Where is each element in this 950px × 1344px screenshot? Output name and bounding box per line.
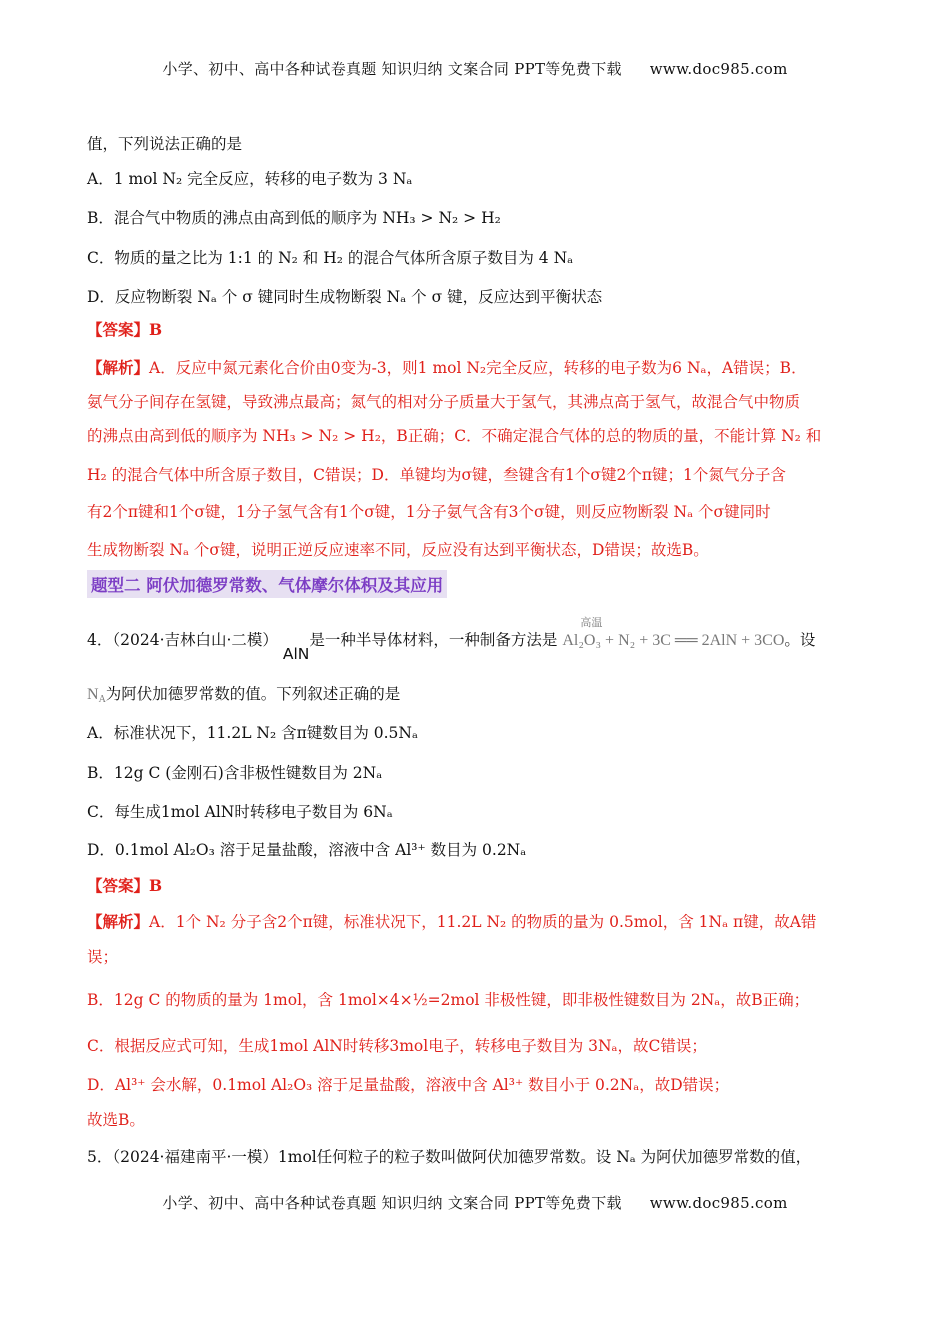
q3-intro: 值，下列说法正确的是 (87, 135, 243, 153)
section-title: 题型二 阿伏加德罗常数、气体摩尔体积及其应用 (87, 570, 447, 598)
q4-conclusion: 故选B。 (87, 1111, 145, 1129)
q3-option-a: A．1 mol N₂ 完全反应，转移的电子数为 3 Nₐ (87, 170, 413, 188)
q3-analysis-4: H₂ 的混合气体中所含原子数目，C错误；D．单键均为σ键，叁键含有1个σ键2个π键；1个氮气分子含 (87, 466, 786, 484)
q4-stem: 4．（2024·吉林白山·二模） AlN是一种半导体材料，一种制备方法是 高温 Al₂O₃ + N₂ + 3C ══ 2AlN + 3CO。设 (87, 616, 816, 663)
q3-analysis-3: 的沸点由高到低的顺序为 NH₃ > N₂ > H₂，B正确；C．不确定混合气体的总的物质的量，不能计算 N₂ 和 (87, 427, 822, 445)
q3-answer: 【答案】B (87, 320, 163, 339)
q4-option-d: D．0.1mol Al₂O₃ 溶于足量盐酸，溶液中含 Al³⁺ 数目为 0.2Nₐ (87, 841, 527, 859)
q4-answer: 【答案】B (87, 876, 163, 895)
q5-stem: 5．（2024·福建南平·一模）1mol任何粒子的粒子数叫做阿伏加德罗常数。设 Nₐ 为阿伏加德罗常数的值， (87, 1148, 812, 1166)
q3-analysis-1: 【解析】A．反应中氮元素化合价由0变为-3，则1 mol N₂完全反应，转移的电子数为6 Nₐ，A错误；B． (87, 358, 807, 377)
page-header: 小学、初中、高中各种试卷真题 知识归纳 文案合同 PPT等免费下载 www.doc985.com (162, 60, 788, 78)
q4-analysis-c: C．根据反应式可知，生成1mol AlN时转移3mol电子，转移电子数目为 3Nₐ，故C错误； (87, 1037, 707, 1055)
q3-analysis-5: 有2个π键和1个σ键，1分子氢气含有1个σ键，1分子氨气含有3个σ键，则反应物断裂 Nₐ 个σ键同时 (87, 503, 771, 521)
q3-option-b: B．混合气中物质的沸点由高到低的顺序为 NH₃ > N₂ > H₂ (87, 209, 501, 227)
q4-equation: 高温 Al₂O₃ + N₂ + 3C ══ 2AlN + 3CO (562, 616, 785, 649)
q4-compound: AlN (282, 645, 310, 663)
q3-analysis-2: 氨气分子间存在氢键，导致沸点最高；氮气的相对分子质量大于氢气，其沸点高于氢气，故混合气中物质 (87, 393, 801, 411)
q4-option-c: C．每生成1mol AlN时转移电子数目为 6Nₐ (87, 803, 393, 821)
q4-analysis-a2: 误； (87, 948, 119, 966)
q4-stem-2: $N_A$为阿伏加德罗常数的值。下列叙述正确的是 (87, 685, 401, 705)
q4-analysis-a1: 【解析】A．1个 N₂ 分子含2个π键，标准状况下，11.2L N₂ 的物质的量为 0.5mol，含 1Nₐ π键，故A错 (87, 912, 817, 931)
q4-analysis-d: D．Al³⁺ 会水解，0.1mol Al₂O₃ 溶于足量盐酸，溶液中含 Al³⁺ 数目小于 0.2Nₐ，故D错误； (87, 1076, 730, 1094)
q3-option-c: C．物质的量之比为 1:1 的 N₂ 和 H₂ 的混合气体所含原子数目为 4 Nₐ (87, 249, 574, 267)
q4-option-a: A．标准状况下，11.2L N₂ 含π键数目为 0.5Nₐ (87, 724, 418, 742)
q3-analysis-6: 生成物断裂 Nₐ 个σ键，说明正逆反应速率不同，反应没有达到平衡状态，D错误；故选B。 (87, 541, 709, 559)
q4-option-b: B．12g C (金刚石)含非极性键数目为 2Nₐ (87, 764, 383, 782)
page-footer: 小学、初中、高中各种试卷真题 知识归纳 文案合同 PPT等免费下载 www.doc985.com (162, 1194, 788, 1212)
q4-analysis-b: B．12g C 的物质的量为 1mol，含 1mol×4×½=2mol 非极性键，即非极性键数目为 2Nₐ，故B正确； (87, 991, 810, 1009)
q3-option-d: D．反应物断裂 Nₐ 个 σ 键同时生成物断裂 Nₐ 个 σ 键，反应达到平衡状态 (87, 288, 603, 306)
